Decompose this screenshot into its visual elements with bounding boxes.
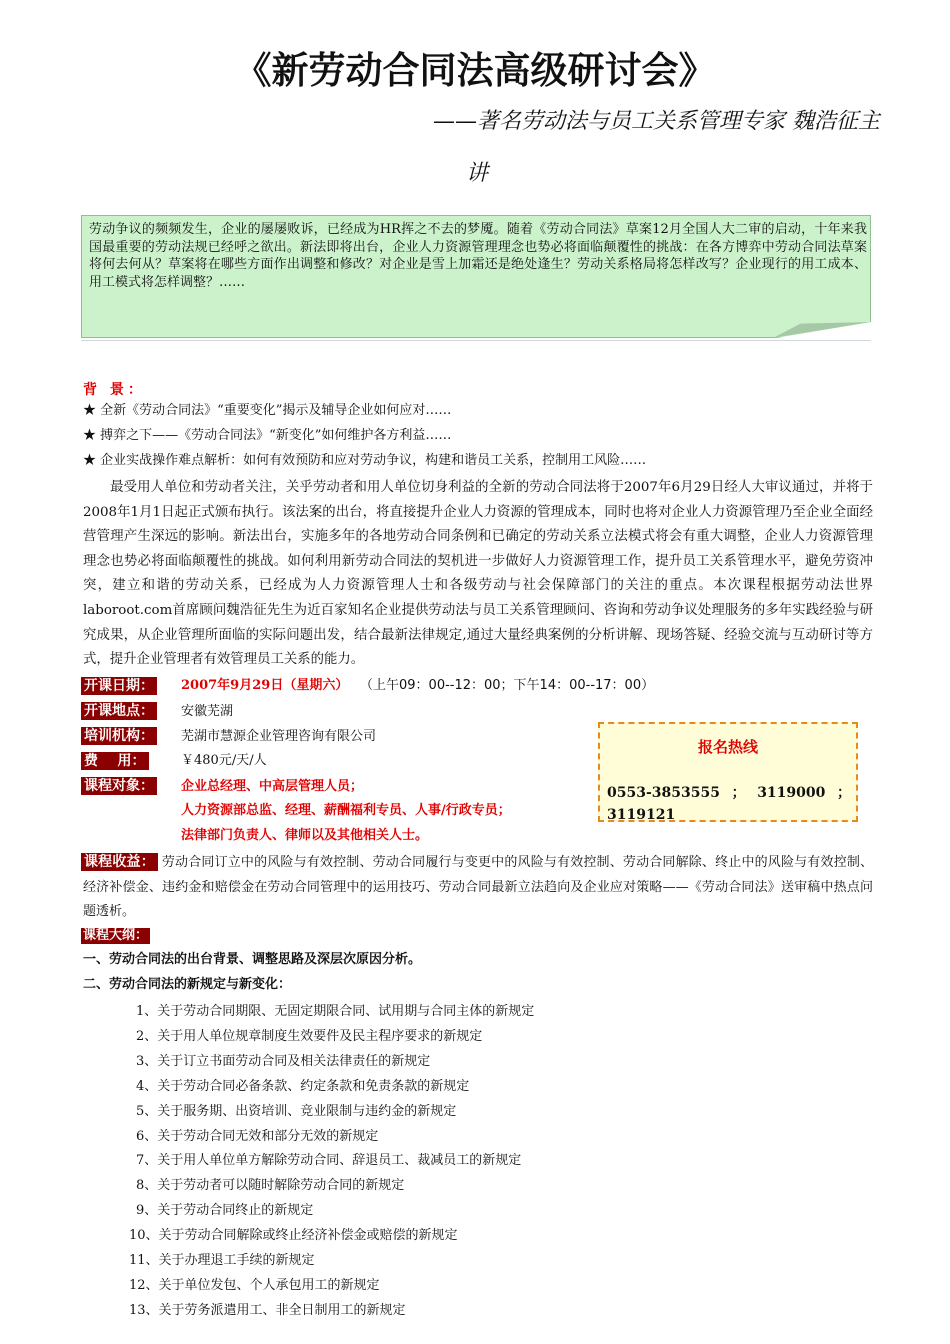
- list-item: 9、关于劳动合同终止的新规定: [136, 1203, 314, 1219]
- hotline-box: [598, 722, 858, 822]
- benefit-label: 课程收益：: [81, 853, 158, 871]
- list-item: 8、关于劳动者可以随时解除劳动合同的新规定: [136, 1178, 405, 1194]
- fee-value: ￥480元/天/人: [181, 753, 267, 768]
- subtitle: [360, 96, 880, 200]
- hotline-title: 报名热线: [697, 738, 758, 756]
- list-item: 2、关于用人单位规章制度生效要件及民主程序要求的新规定: [136, 1028, 483, 1044]
- audience-line: 人力资源部总监、经理、薪酬福利专员、人事/行政专员；: [181, 803, 511, 818]
- list-item: 13、关于劳务派遣用工、非全日制用工的新规定: [129, 1302, 406, 1318]
- time-value: （上午09：00--12：00；下午14：00--17：00）: [360, 678, 655, 693]
- intro-note-text: 劳动争议的频频发生，企业的屡屡败诉，已经成为HR挥之不去的梦魇。随着《劳动合同法》草案12月全国人大二审的启动，十年来我国最重要的劳动法规已经呼之欲出。新法即将出台，企业人力资源管理理念也势必将面临颠覆性的挑战：在各方博弈中劳动合同法草案将何去何从？草案将在哪些方面作出调整和修改？对企业是雪上加霜还是绝处逢生？劳动关系格局将怎样改写？企业现行的用工成本、用工模式将怎样调整？……: [89, 222, 867, 290]
- outline-list: [129, 1000, 836, 1324]
- org-value: 芜湖市慧源企业管理咨询有限公司: [181, 729, 377, 744]
- outline-label: 课程大纲：: [83, 928, 149, 943]
- list-item: 12、关于单位发包、个人承包用工的新规定: [129, 1277, 380, 1293]
- audience-line: 法律部门负责人、律师以及其他相关人士。: [181, 828, 429, 843]
- star-item: ★ 企业实战操作难点解析：如何有效预防和应对劳动争议，构建和谐员工关系，控制用工风险……: [83, 453, 647, 468]
- audience-label: 课程对象：: [81, 777, 157, 795]
- fee-label: 费 用：: [81, 752, 149, 770]
- background-paragraph: [83, 476, 873, 673]
- list-item: 10、关于劳动合同解除或终止经济补偿金或赔偿的新规定: [129, 1228, 458, 1244]
- star-item: ★ 搏弈之下——《劳动合同法》“新变化”如何维护各方利益……: [83, 428, 452, 443]
- list-item: 11、关于办理退工手续的新规定: [129, 1253, 315, 1269]
- star-item: ★ 全新《劳动合同法》“重要变化”揭示及辅导企业如何应对……: [83, 403, 452, 418]
- background-heading: 背 景：: [83, 382, 146, 398]
- location-label: 开课地点：: [81, 702, 157, 720]
- divider: [81, 340, 871, 341]
- benefit-text: 劳动合同订立中的风险与有效控制、劳动合同履行与变更中的风险与有效控制、劳动合同解除、终止中的风险与有效控制、经济补偿金、违约金和赔偿金在劳动合同管理中的运用技巧、劳动合同最新立法趋向及企业应对策略——《劳动合同法》送审稿中热点问题透析。: [83, 855, 873, 919]
- page-title: 《新劳动合同法高级研讨会》: [234, 49, 716, 92]
- list-item: 5、关于服务期、出资培训、竞业限制与违约金的新规定: [136, 1103, 457, 1119]
- hotline-phones: 0553-3853555 ； 3119000 ；: [607, 785, 851, 801]
- subtitle-line2: 讲: [466, 161, 489, 186]
- list-item: 3、关于订立书面劳动合同及相关法律责任的新规定: [136, 1053, 431, 1069]
- hotline-phones-cut: 3119121: [607, 807, 676, 822]
- list-item: 1、关于劳动合同期限、无固定期限合同、试用期与合同主体的新规定: [136, 1004, 535, 1019]
- list-item: 7、关于用人单位单方解除劳动合同、辞退员工、裁减员工的新规定: [136, 1153, 522, 1169]
- list-item: 6、关于劳动合同无效和部分无效的新规定: [136, 1128, 379, 1144]
- location-value: 安徽芜湖: [181, 704, 234, 719]
- org-label: 培训机构：: [81, 727, 157, 745]
- subtitle-line1: ——著名劳动法与员工关系管理专家 魏浩征主: [433, 109, 880, 134]
- audience-line: 企业总经理、中高层管理人员；: [181, 779, 364, 794]
- outline-heading-1: 一、劳动合同法的出台背景、调整思路及深层次原因分析。: [83, 952, 422, 967]
- outline-heading-2: 二、劳动合同法的新规定与新变化：: [83, 977, 292, 992]
- date-value: 2007年9月29日（星期六）: [181, 678, 349, 693]
- date-label: 开课日期：: [81, 677, 157, 695]
- benefit-paragraph: [83, 850, 873, 925]
- background-paragraph-text: 最受用人单位和劳动者关注，关乎劳动者和用人单位切身利益的全新的劳动合同法将于2007年6月29日经人大审议通过，并将于2008年1月1日起正式颁布执行。该法案的出台，将直接提升企业人力资源的管理成本，同时也将对企业人力资源管理乃至企业全面经营管理产生深远的影响。新法出台，实施多年的各地劳动合同条例和已确定的劳动关系立法模式将会有重大调整，企业人力资源管理理念也势必将面临颠覆性的挑战。如何利用新劳动合同法的契机进一步做好人力资源管理工作，提升员工关系管理水平，避免劳资冲突，建立和谐的劳动关系，已经成为人力资源管理人士和各级劳动与社会保障部门的关注的重点。本次课程根据劳动法世界laboroot.com首席顾问魏浩征先生为近百家知名企业提供劳动法与员工关系管理顾问、咨询和劳动争议处理服务的多年实践经验与研究成果，从企业管理所面临的实际问题出发，结合最新法律规定,通过大量经典案例的分析讲解、现场答疑、经验交流与互动研讨等方式，提升企业管理者有效管理员工关系的能力。: [83, 480, 873, 668]
- list-item: 4、关于劳动合同必备条款、约定条款和免责条款的新规定: [136, 1078, 470, 1094]
